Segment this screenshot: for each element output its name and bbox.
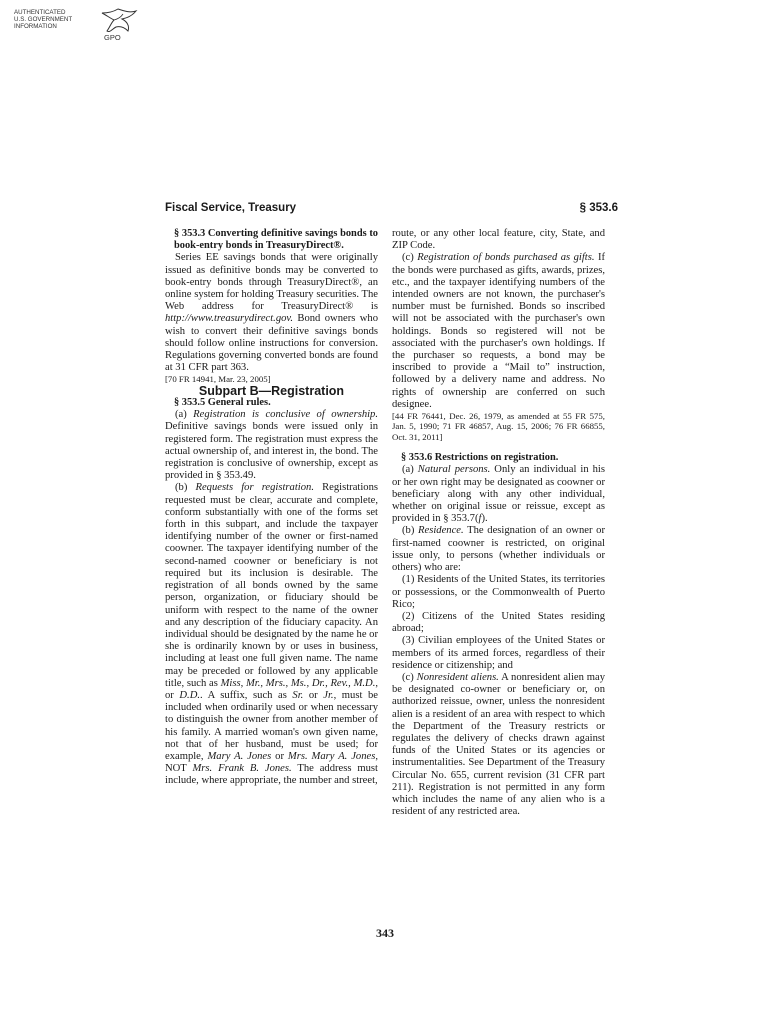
section-heading-353-5: § 353.5 General rules. [174, 397, 271, 409]
subpart-heading: Subpart B—Registration [198, 383, 345, 398]
svg-text:INFORMATION: INFORMATION [14, 23, 57, 30]
page-number: 343 [376, 926, 394, 940]
running-head-section: § 353.6 [579, 202, 618, 214]
eagle-seal-icon [10, 5, 142, 47]
paragraph-b: (b) Requests for registration. Registrations requested must be clear, accurate and complete, conform substantially with one of the forms set forth in this subpart, and include the taxpayer identifying number of the owner or first-named coowner. The taxpayer identifying number of the second-named coowner or beneficiary is not required but its inclusion is desirable. The registration of all bonds owned by the same person, organization, or fiduciary should be uniform with respect to the name of the owner and any description of the fiduciary capacity. An individual should be designated by the name he or she is ordinarily known by or uses in business, including at least one full given name. The name may be preceded or followed by any applicable title, such as Miss, Mr., Mrs., Ms., Dr., Rev., M.D., or D.D.. A suffix, such as Sr. or Jr., must be included when ordinarily used or when necessary to distinguish the owner from another member of his family. A married woman's own given name, not that of her husband, must be used; for example, Mary A. Jones or Mrs. Mary A. Jones, NOT Mrs. Frank B. Jones. The address must include, where appropriate, the number and street, [165, 482, 379, 787]
list-item: (3) Civilian employees of the United States or members of its armed forces, regardless of their residence or citizenship; and [392, 635, 605, 671]
gpo-authentication-logo [10, 5, 142, 47]
right-column [392, 228, 605, 818]
svg-text:GPO: GPO [104, 33, 121, 42]
paragraph-a: (a) Natural persons. Only an individual in his or her own right may be designated as coowner or beneficiary along with any other individual, whether on original issue or reissue, except as provided in § 353.7(f). [392, 464, 605, 525]
source-note: [70 FR 14941, Mar. 23, 2005] [165, 374, 271, 385]
list-item: (2) Citizens of the United States residing abroad; [392, 610, 605, 635]
url-text: http://www.treasurydirect.gov. [165, 313, 293, 325]
paragraph: Series EE savings bonds that were originally issued as definitive bonds may be converted to book-entry bonds through TreasuryDirect®, an online system for holding Treasury securities. The Web address for TreasuryDirect® is http://www.treasurydirect.gov. Bond owners who wish to convert their definitive savings bonds should follow online instructions for conversion. Regulations governing converted bonds are found at 31 CFR part 363. [165, 252, 378, 374]
left-column [165, 228, 378, 788]
source-note: [44 FR 76441, Dec. 26, 1979, as amended at 55 FR 575, Jan. 5, 1990; 71 FR 46857, Aug. 15, 2006; 76 FR 66855, Oct. 31, 2011] [392, 411, 605, 442]
svg-text:AUTHENTICATED: AUTHENTICATED [14, 9, 66, 16]
section-heading-353-3: § 353.3 Converting definitive savings bonds to book-entry bonds in TreasuryDirect®. [174, 228, 378, 252]
paragraph-c: (c) Registration of bonds purchased as gifts. If the bonds were purchased as gifts, awards, prizes, etc., and the taxpayer identifying numbers of the intended owners are not known, the purchaser's number must be furnished. Bonds so inscribed will not be associated with the purchaser's own holdings. Bonds so registered will not be associated with the purchaser's own holdings. If the purchaser so requests, a bond may be inscribed to provide a “Mail to” instruction, followed by a delivery name and address. No rights of ownership are conferred on such designee. [392, 252, 605, 410]
paragraph-c: (c) Nonresident aliens. A nonresident alien may be designated co-owner or beneficiary or, on authorized reissue, owner, unless the nonresident alien is a resident of an area with respect to which the Department of the Treasury restricts or regulates the delivery of checks drawn against funds of the United States or its agencies or instrumentalities. See Department of the Treasury Circular No. 655, current revision (31 CFR part 211). Registration is not permitted in any form which includes the name of any alien who is a resident of any restricted area. [392, 671, 606, 818]
section-heading-353-6: § 353.6 Restrictions on registration. [401, 452, 559, 464]
paragraph-continued: route, or any other local feature, city, State, and ZIP Code. [392, 228, 605, 252]
paragraph-a: (a) Registration is conclusive of ownership. Definitive savings bonds were issued only in registered form. The registration must express the actual ownership of, and interest in, the bond. The registration is conclusive of ownership, except as provided in § 353.49. [165, 409, 379, 482]
svg-text:U.S. GOVERNMENT: U.S. GOVERNMENT [14, 16, 73, 23]
running-head [165, 202, 618, 218]
list-item: (1) Residents of the United States, its territories or possessions, or the Commonwealth of Puerto Rico; [392, 574, 605, 610]
paragraph-b: (b) Residence. The designation of an owner or first-named coowner is restricted, on original issue only, to persons (whether individuals or others) who are: [392, 525, 605, 574]
running-head-left: Fiscal Service, Treasury [165, 202, 297, 214]
